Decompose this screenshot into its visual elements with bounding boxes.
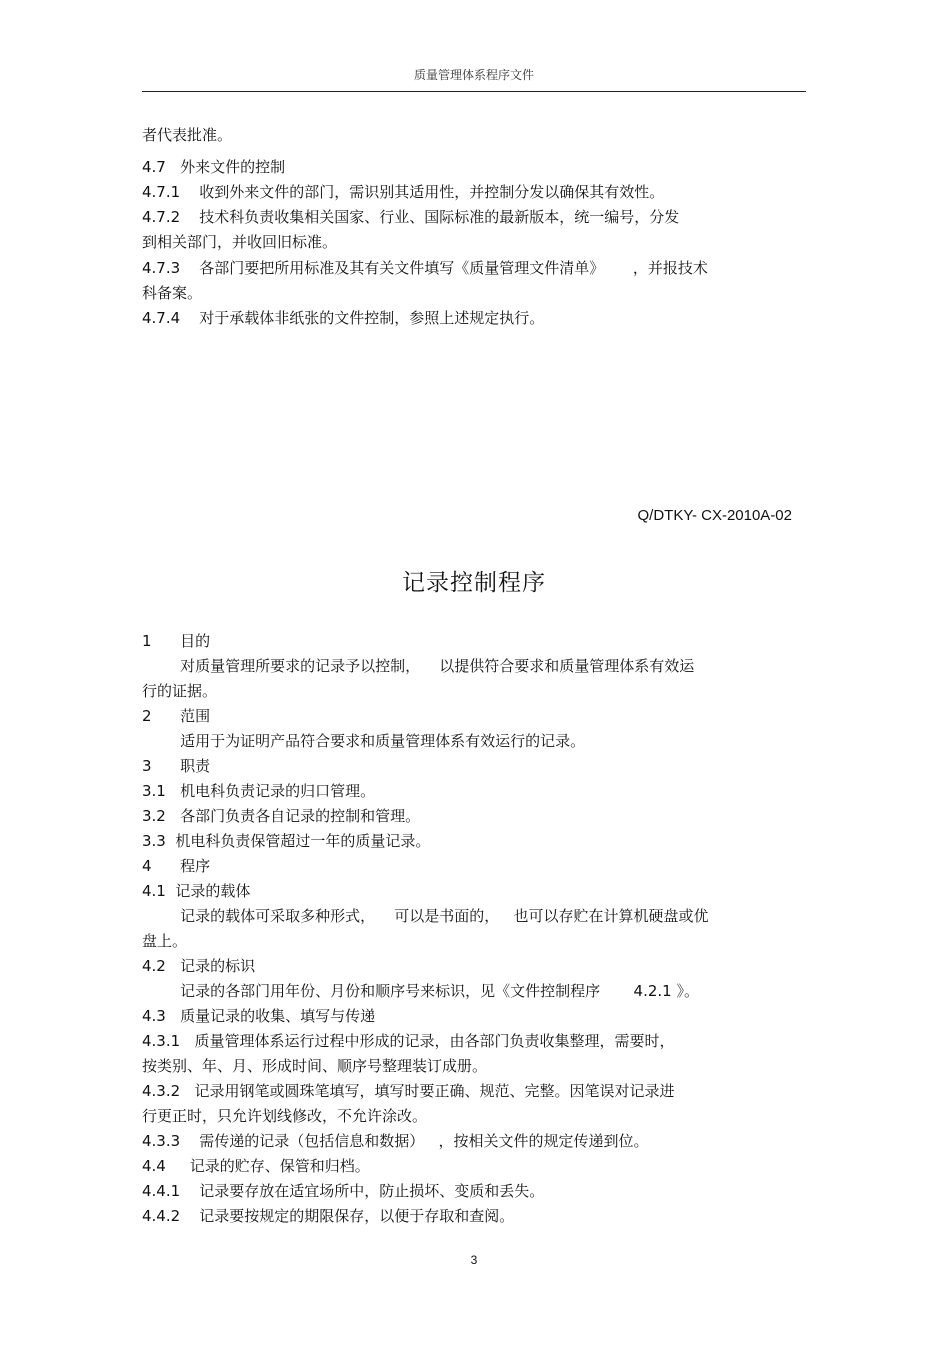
text-line: 对质量管理所要求的记录予以控制， 以提供符合要求和质量管理体系有效运 (142, 657, 695, 675)
text-line: 4.2 记录的标识 (142, 957, 256, 975)
text-line: 4.4.1 记录要存放在适宜场所中，防止损坏、变质和丢失。 (142, 1182, 545, 1200)
text-line: 盘上。 (142, 932, 188, 950)
page-header: 质量管理体系程序文件 (413, 68, 534, 82)
text-line: 4.7.1 收到外来文件的部门，需识别其适用性，并控制分发以确保其有效性。 (142, 183, 665, 201)
text-line: 2 范围 (142, 707, 211, 725)
document-code: Q/DTKY- CX-2010A-02 (637, 507, 792, 524)
text-line: 3 职责 (142, 757, 211, 775)
page-number: 3 (470, 1253, 478, 1267)
text-line: 4.1 记录的载体 (142, 882, 251, 900)
text-line: 4.7.2 技术科负责收集相关国家、行业、国际标准的最新版本，统一编号，分发 (142, 208, 680, 226)
text-line: 1 目的 (142, 632, 211, 650)
text-line: 4.7.3 各部门要把所用标准及其有关文件填写《质量管理文件清单》 ，并报技术 (142, 259, 708, 277)
text-line: 行更正时，只允许划线修改，不允许涂改。 (142, 1107, 428, 1125)
text-line: 记录的各部门用年份、月份和顺序号来标识，见《文件控制程序 4.2.1 》。 (142, 982, 699, 1000)
text-line: 4.3.2 记录用钢笔或圆珠笔填写，填写时要正确、规范、完整。因笔误对记录进 (142, 1082, 675, 1100)
text-line: 适用于为证明产品符合要求和质量管理体系有效运行的记录。 (142, 732, 586, 750)
header-rule (142, 91, 806, 92)
text-line: 科备案。 (142, 284, 203, 302)
text-line: 行的证据。 (142, 682, 218, 700)
text-line: 4.3.3 需传递的记录（包括信息和数据） ，按相关文件的规定传递到位。 (142, 1132, 649, 1150)
document-title: 记录控制程序 (402, 570, 546, 596)
text-line: 4.3 质量记录的收集、填写与传递 (142, 1007, 376, 1025)
text-line: 者代表批准。 (142, 126, 233, 144)
text-line: 4 程序 (142, 857, 211, 875)
text-line: 4.4 记录的贮存、保管和归档。 (142, 1157, 370, 1175)
text-line: 4.7 外来文件的控制 (142, 158, 286, 176)
text-line: 3.2 各部门负责各自记录的控制和管理。 (142, 807, 421, 825)
text-line: 按类别、年、月、形成时间、顺序号整理装订成册。 (142, 1057, 488, 1075)
text-line: 4.7.4 对于承载体非纸张的文件控制，参照上述规定执行。 (142, 309, 545, 327)
text-line: 到相关部门，并收回旧标准。 (142, 233, 338, 251)
text-line: 4.4.2 记录要按规定的期限保存，以便于存取和查阅。 (142, 1207, 515, 1225)
text-line: 4.3.1 质量管理体系运行过程中形成的记录，由各部门负责收集整理，需要时， (142, 1032, 675, 1050)
text-line: 3.1 机电科负责记录的归口管理。 (142, 782, 376, 800)
text-line: 记录的载体可采取多种形式， 可以是书面的， 也可以存贮在计算机硬盘或优 (142, 907, 709, 925)
text-line: 3.3 机电科负责保管超过一年的质量记录。 (142, 832, 431, 850)
